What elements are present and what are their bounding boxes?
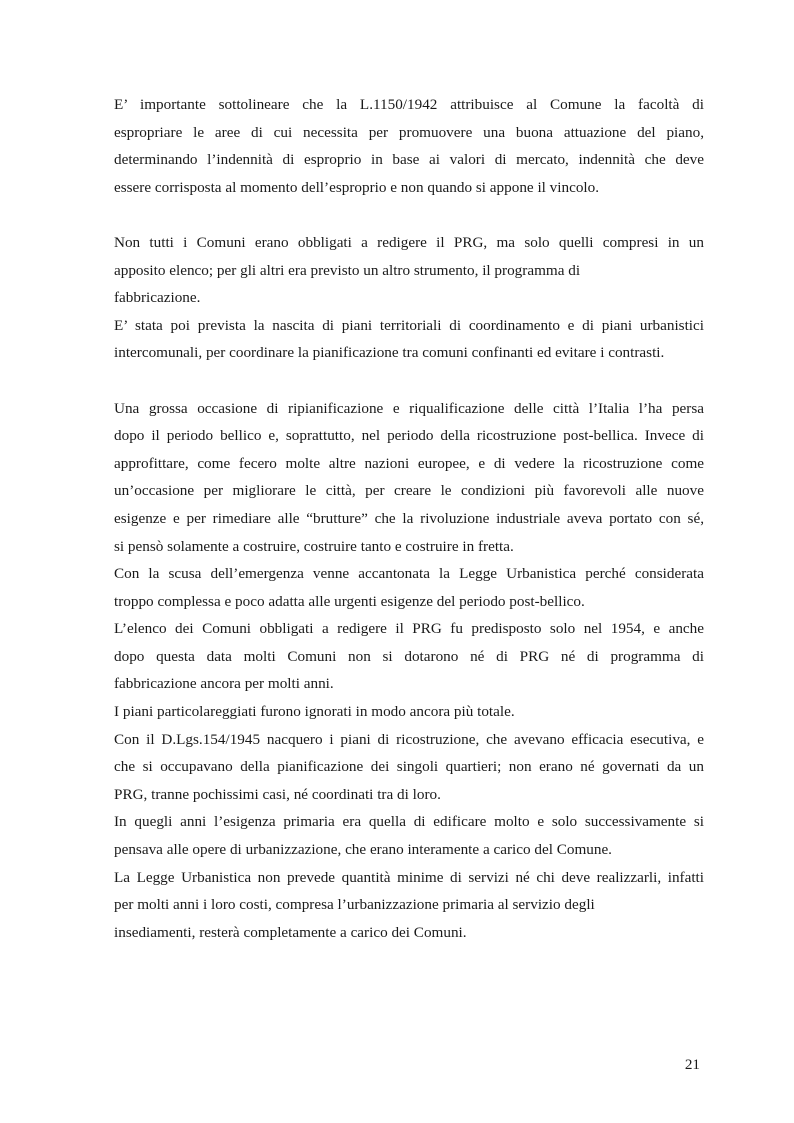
text-line: E’ stata poi prevista la nascita di piani territoriali di coordinamento e di piani urbanistici <box>114 316 704 334</box>
text-line: determinando l’indennità di esproprio in base ai valori di mercato, indennità che deve <box>114 151 704 169</box>
paragraph-ricostruzione <box>114 395 704 947</box>
paragraph-esproprio <box>114 91 704 201</box>
text-line: I piani particolareggiati furono ignorati in modo ancora più totale. <box>114 703 515 721</box>
text-line: dopo il periodo bellico e, soprattutto, nel periodo della ricostruzione post-bellica. Invece di <box>114 427 704 445</box>
text-line: PRG, tranne pochissimi casi, né coordinati tra di loro. <box>114 785 441 803</box>
document-body <box>114 91 704 946</box>
text-line: Una grossa occasione di ripianificazione e riqualificazione delle città l’Italia l’ha persa <box>114 399 704 417</box>
text-line: troppo complessa e poco adatta alle urgenti esigenze del periodo post-bellico. <box>114 592 585 610</box>
text-line: approfittare, come fecero molte altre nazioni europee, e di vedere la ricostruzione come <box>114 454 704 472</box>
text-line: fabbricazione. <box>114 289 201 307</box>
text-line: fabbricazione ancora per molti anni. <box>114 675 334 693</box>
text-line: apposito elenco; per gli altri era previsto un altro strumento, il programma di <box>114 261 581 279</box>
text-line: E’ importante sottolineare che la L.1150/1942 attribuisce al Comune la facoltà di <box>114 96 704 113</box>
text-line: che si occupavano della pianificazione dei singoli quartieri; non erano né governati da un <box>114 758 704 776</box>
text-line: si pensò solamente a costruire, costruire tanto e costruire in fretta. <box>114 537 514 555</box>
text-line: In quegli anni l’esigenza primaria era quella di edificare molto e solo successivamente si <box>114 813 704 831</box>
text-line: pensava alle opere di urbanizzazione, che erano interamente a carico del Comune. <box>114 841 612 859</box>
text-line: intercomunali, per coordinare la pianificazione tra comuni confinanti ed evitare i contrasti. <box>114 344 665 362</box>
text-line: essere corrisposta al momento dell’esproprio e non quando si appone il vincolo. <box>114 178 600 196</box>
text-line: espropriare le aree di cui necessita per promuovere una buona attuazione del piano, <box>114 123 704 141</box>
text-line: La Legge Urbanistica non prevede quantità minime di servizi né chi deve realizzarli, infatti <box>114 868 704 886</box>
paragraph-spacer <box>114 201 704 229</box>
text-line: per molti anni i loro costi, compresa l’urbanizzazione primaria al servizio degli <box>114 896 595 914</box>
text-line: L’elenco dei Comuni obbligati a redigere il PRG fu predisposto solo nel 1954, e anche <box>114 620 704 638</box>
paragraph-prg-comuni <box>114 229 704 367</box>
text-line: Non tutti i Comuni erano obbligati a redigere il PRG, ma solo quelli compresi in un <box>114 233 704 251</box>
text-line: Con il D.Lgs.154/1945 nacquero i piani di ricostruzione, che avevano efficacia esecutiva, e <box>114 730 704 748</box>
paragraph-spacer <box>114 367 704 395</box>
page-number: 21 <box>684 1056 700 1073</box>
text-line: dopo questa data molti Comuni non si dotarono né di PRG né di programma di <box>114 647 704 665</box>
text-line: un’occasione per migliorare le città, per creare le condizioni più favorevoli alle nuove <box>114 482 704 500</box>
text-line: esigenze e per rimediare alle “brutture” che la rivoluzione industriale aveva portato con sé, <box>114 509 704 527</box>
text-line: Con la scusa dell’emergenza venne accantonata la Legge Urbanistica perché considerata <box>114 565 704 583</box>
text-line: insediamenti, resterà completamente a carico dei Comuni. <box>114 923 467 941</box>
